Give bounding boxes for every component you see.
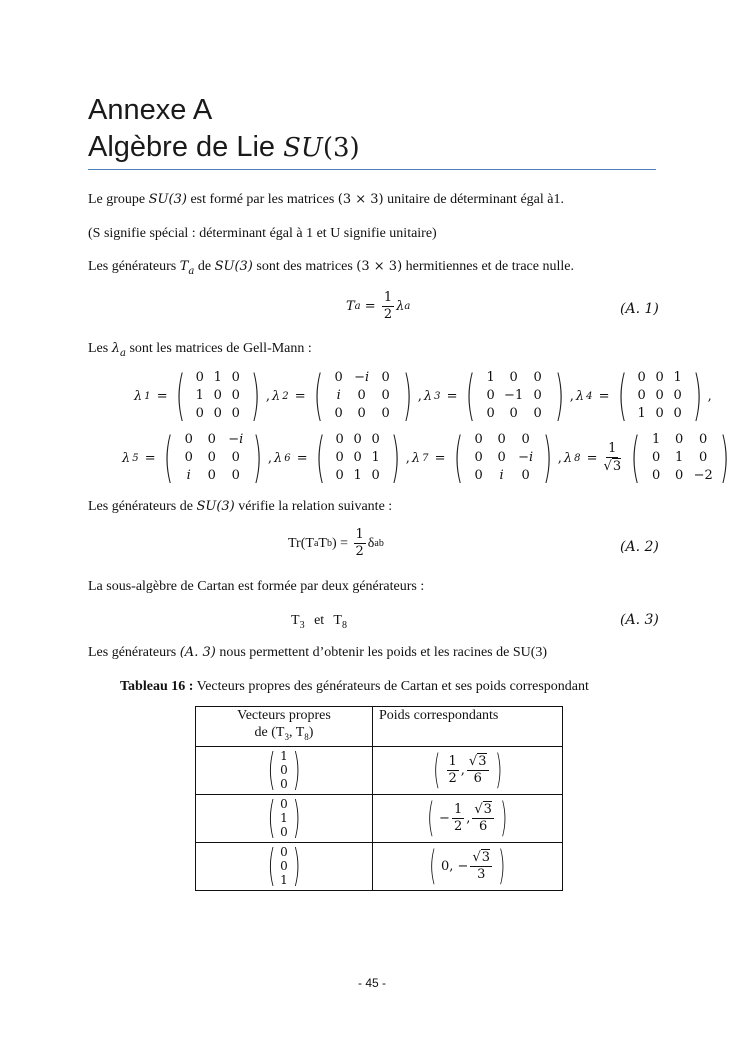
paragraph-5 bbox=[88, 498, 392, 516]
vec-entry: 0 bbox=[280, 859, 288, 874]
matrix-entry: 0 bbox=[184, 432, 193, 447]
math-su3: SU(3) bbox=[196, 499, 235, 514]
matrix-entry: 0 bbox=[497, 450, 506, 465]
matrix-entry: 0 bbox=[474, 450, 483, 465]
caption-label: Tableau 16 : bbox=[120, 679, 194, 694]
matrix-entry: 0 bbox=[381, 406, 390, 421]
math-ref: (A. 3) bbox=[179, 645, 216, 660]
separator: , bbox=[265, 388, 270, 404]
vec-entry: 0 bbox=[280, 845, 288, 860]
matrix-entry: 0 bbox=[521, 432, 530, 447]
equation-a2 bbox=[288, 527, 384, 560]
root-arg: 3 bbox=[478, 754, 487, 770]
matrix-entry: 0 bbox=[652, 468, 661, 483]
right-paren: ) bbox=[500, 795, 508, 842]
matrix-entry: 0 bbox=[673, 388, 682, 403]
eq-sub: 3 bbox=[299, 619, 305, 631]
matrix-entry: 0 bbox=[371, 468, 380, 483]
matrix-entry: 1 bbox=[675, 450, 684, 465]
matrix-entry: 1 bbox=[371, 450, 380, 465]
text: de bbox=[194, 259, 215, 274]
matrix-entry: 0 bbox=[699, 450, 708, 465]
title-rule bbox=[88, 169, 656, 170]
matrix-entry: 1 bbox=[353, 468, 362, 483]
text: , T bbox=[288, 725, 305, 740]
math-dim: (3 × 3) bbox=[337, 192, 384, 207]
page-number: - 45 - bbox=[357, 976, 386, 990]
denominator bbox=[602, 458, 624, 475]
weight-cell bbox=[373, 746, 563, 794]
header-weights: Poids correspondants bbox=[373, 707, 563, 747]
gellmann-row-2 bbox=[120, 426, 735, 489]
eq-sub: a bbox=[404, 301, 411, 312]
left-paren: ( bbox=[453, 426, 463, 489]
matrix-entry: 0 bbox=[371, 432, 380, 447]
paragraph-1 bbox=[88, 191, 564, 209]
fraction bbox=[447, 754, 459, 787]
eq-sub: 8 bbox=[341, 619, 347, 631]
matrix-entry: 0 bbox=[231, 468, 240, 483]
text: Les générateurs bbox=[88, 645, 180, 660]
denominator: 3 bbox=[477, 867, 486, 883]
equation-number-a1: (A. 1) bbox=[620, 301, 659, 317]
equals-sign: = bbox=[442, 388, 458, 404]
gellmann-matrix bbox=[574, 364, 712, 427]
text: de (T bbox=[254, 725, 285, 740]
matrix-entry: 0 bbox=[486, 388, 495, 403]
eq-et: et bbox=[314, 613, 325, 628]
sub: 8 bbox=[304, 731, 309, 742]
matrix-grid bbox=[646, 432, 714, 484]
paragraph-4 bbox=[88, 340, 312, 363]
right-paren: ) bbox=[390, 426, 400, 489]
math-sub: a bbox=[119, 347, 126, 359]
math-sub: a bbox=[188, 265, 195, 277]
equals-sign: = bbox=[430, 450, 446, 466]
left-paren: ( bbox=[267, 792, 276, 844]
fraction bbox=[452, 802, 464, 835]
text: hermitiennes et de trace nulle. bbox=[402, 259, 574, 274]
column-vector bbox=[280, 749, 288, 791]
fraction: $\frac{√3}{6}$ bbox=[468, 754, 487, 787]
left-paren: ( bbox=[429, 843, 437, 890]
matrix-entry: 0 bbox=[231, 406, 240, 421]
gellmann-matrix bbox=[132, 364, 270, 427]
matrix-label-sub: 6 bbox=[284, 452, 291, 464]
right-paren: ) bbox=[292, 792, 301, 844]
matrix-entry: 0 bbox=[231, 450, 240, 465]
separator: , bbox=[405, 450, 410, 466]
matrix-label: λ bbox=[134, 388, 143, 404]
right-paren: ) bbox=[554, 364, 564, 427]
matrix-entry: 0 bbox=[652, 450, 661, 465]
equals-sign: = bbox=[290, 388, 306, 404]
matrix-entry: 0 bbox=[353, 450, 362, 465]
table-header-row bbox=[196, 707, 563, 747]
separator: , bbox=[707, 388, 712, 404]
numerator: 1 bbox=[448, 753, 457, 769]
equals-sign: = bbox=[582, 450, 598, 466]
equation-number-a2: (A. 2) bbox=[620, 539, 659, 555]
matrix-entry: 0 bbox=[184, 450, 193, 465]
matrix-entry: 0 bbox=[334, 370, 343, 385]
eq-sub: ab bbox=[374, 538, 384, 549]
matrix-entry: 0 bbox=[231, 370, 240, 385]
matrix-entry: 0 bbox=[497, 432, 506, 447]
gellmann-row-1 bbox=[132, 364, 712, 427]
separator: , bbox=[460, 762, 465, 778]
text: Les générateurs de bbox=[88, 499, 197, 514]
matrix-entry: 0 bbox=[655, 388, 664, 403]
left-paren: ( bbox=[427, 795, 435, 842]
vec-entry: 1 bbox=[280, 749, 288, 764]
vector-cell bbox=[196, 794, 373, 842]
math-su3: SU(3) bbox=[214, 259, 253, 274]
equation-a3 bbox=[291, 612, 347, 635]
matrix-entry: 0 bbox=[335, 450, 344, 465]
matrix-label-sub: 5 bbox=[132, 452, 139, 464]
header-line: Vecteurs propres bbox=[237, 708, 331, 723]
matrix-entry: 0 bbox=[655, 406, 664, 421]
matrix-entry: 0 bbox=[213, 406, 222, 421]
text: Les générateurs bbox=[88, 259, 180, 274]
denominator: 6 bbox=[473, 771, 482, 787]
denominator: 2 bbox=[355, 544, 364, 559]
numerator: 1 bbox=[608, 441, 617, 456]
paragraph-7 bbox=[88, 644, 547, 662]
fraction bbox=[382, 290, 394, 323]
separator: , bbox=[569, 388, 574, 404]
weight-cell bbox=[373, 794, 563, 842]
eq-rhs: λ bbox=[396, 299, 405, 314]
fraction: $\frac{√3}{6}$ bbox=[474, 802, 492, 835]
vec-entry: 0 bbox=[280, 797, 288, 812]
matrix-entry: 0 bbox=[357, 388, 366, 403]
equals-sign: = bbox=[594, 388, 610, 404]
denominator: 2 bbox=[453, 818, 463, 834]
matrix-grid bbox=[329, 370, 397, 422]
sub: 3 bbox=[284, 731, 289, 742]
gellmann-matrix bbox=[410, 426, 562, 489]
vec-entry: 1 bbox=[280, 873, 288, 888]
matrix-entry: −2 bbox=[693, 468, 713, 483]
denominator: 2 bbox=[383, 307, 393, 322]
matrix-entry: 1 bbox=[637, 406, 646, 421]
matrix-entry: 0 bbox=[207, 432, 216, 447]
root-arg: 3 bbox=[481, 850, 491, 866]
text: Le groupe bbox=[88, 192, 149, 207]
matrix-entry: 0 bbox=[231, 388, 240, 403]
eq-lhs: T bbox=[346, 299, 355, 314]
header-vectors bbox=[196, 707, 373, 747]
paragraph-2: (S signifie spécial : déterminant égal à 1 et U signifie unitaire) bbox=[88, 226, 437, 241]
annex-heading: Annexe A bbox=[88, 94, 213, 126]
matrix-grid bbox=[191, 370, 245, 422]
numerator: 1 bbox=[453, 801, 463, 817]
equation-a1 bbox=[346, 290, 410, 323]
eq-mid: T bbox=[318, 535, 327, 551]
left-paren: ( bbox=[267, 744, 276, 796]
first-component: 0 bbox=[440, 858, 450, 874]
matrix-label: λ bbox=[411, 450, 421, 466]
gellmann-matrix bbox=[270, 364, 422, 427]
gellmann-matrix bbox=[562, 426, 735, 489]
matrix-grid bbox=[469, 432, 537, 484]
fraction bbox=[354, 527, 366, 560]
matrix-label-sub: 8 bbox=[574, 452, 581, 464]
right-paren: ) bbox=[494, 747, 502, 794]
vec-entry: 0 bbox=[280, 777, 288, 792]
right-paren: ) bbox=[719, 426, 730, 489]
gellmann-matrix bbox=[120, 426, 272, 489]
right-paren: ) bbox=[292, 744, 301, 796]
matrix-entry: 0 bbox=[353, 432, 362, 447]
right-paren: ) bbox=[402, 364, 412, 427]
text: vérifie la relation suivante : bbox=[234, 499, 393, 514]
matrix-entry: 0 bbox=[509, 370, 518, 385]
matrix-label-sub: 2 bbox=[282, 390, 289, 402]
matrix-entry: 0 bbox=[357, 406, 366, 421]
right-paren: ) bbox=[250, 364, 261, 427]
chapter-title bbox=[88, 130, 360, 165]
eq-T3: T bbox=[291, 613, 300, 628]
matrix-entry: 0 bbox=[474, 468, 483, 483]
eq-sign: ) = bbox=[331, 535, 352, 551]
gellmann-matrix bbox=[272, 426, 410, 489]
eq-lhs: Tr(T bbox=[288, 535, 314, 551]
prefactor bbox=[602, 441, 624, 475]
matrix-entry: 0 bbox=[509, 406, 518, 421]
column-vector bbox=[280, 797, 288, 839]
right-paren: ) bbox=[542, 426, 552, 489]
text: Les bbox=[88, 341, 112, 356]
matrix-label-sub: 4 bbox=[586, 390, 593, 402]
matrix-entry: −i bbox=[354, 370, 370, 385]
matrix-entry: 1 bbox=[195, 388, 204, 403]
matrix-entry: 0 bbox=[207, 468, 216, 483]
matrix-entry: 0 bbox=[335, 432, 344, 447]
left-paren: ( bbox=[630, 426, 641, 489]
matrix-entry: 0 bbox=[533, 370, 542, 385]
column-vector bbox=[280, 845, 288, 887]
sqrt-sign: √ bbox=[603, 459, 612, 474]
separator: , bbox=[417, 388, 422, 404]
eq-sub: a bbox=[313, 538, 319, 549]
numerator: 1 bbox=[355, 527, 364, 542]
left-paren: ( bbox=[313, 364, 323, 427]
denominator: 6 bbox=[479, 819, 488, 835]
left-paren: ( bbox=[433, 747, 441, 794]
matrix-entry: 0 bbox=[213, 388, 222, 403]
matrix-label: λ bbox=[423, 388, 433, 404]
text: sont les matrices de Gell-Mann : bbox=[125, 341, 312, 356]
title-prefix: Algèbre de Lie bbox=[88, 131, 284, 163]
equals-sign: = bbox=[140, 450, 156, 466]
text: nous permettent d’obtenir les poids et les racines de SU(3) bbox=[215, 645, 548, 660]
paragraph-6: La sous-algèbre de Cartan est formée par deux générateurs : bbox=[88, 579, 425, 594]
vec-entry: 0 bbox=[280, 825, 288, 840]
matrix-entry: 0 bbox=[334, 406, 343, 421]
matrix-entry: 1 bbox=[486, 370, 495, 385]
equals-sign: = bbox=[152, 388, 168, 404]
matrix-entry: 0 bbox=[335, 468, 344, 483]
matrix-label: λ bbox=[273, 450, 283, 466]
eq-T8: T bbox=[333, 613, 342, 628]
matrix-entry: 1 bbox=[213, 370, 222, 385]
matrix-entry: i bbox=[499, 468, 504, 483]
text: ) bbox=[308, 725, 314, 740]
right-paren: ) bbox=[292, 840, 301, 892]
matrix-entry: 0 bbox=[207, 450, 216, 465]
table-caption bbox=[120, 678, 589, 696]
separator: , bbox=[267, 450, 272, 466]
eq-sub: b bbox=[326, 538, 332, 549]
matrix-entry: −1 bbox=[504, 388, 524, 403]
matrix-label-sub: 7 bbox=[422, 452, 429, 464]
left-paren: ( bbox=[617, 364, 627, 427]
left-paren: ( bbox=[267, 840, 276, 892]
sign: − bbox=[439, 810, 450, 826]
matrix-entry: i bbox=[336, 388, 341, 403]
left-paren: ( bbox=[465, 364, 475, 427]
math-T: T bbox=[179, 259, 189, 274]
eq-sign: = bbox=[360, 299, 380, 314]
denominator: 2 bbox=[448, 770, 457, 786]
paragraph-3 bbox=[88, 258, 574, 281]
matrix-entry: 0 bbox=[381, 370, 390, 385]
matrix-entry: 0 bbox=[673, 406, 682, 421]
matrix-entry: 0 bbox=[675, 432, 684, 447]
matrix-entry: 0 bbox=[474, 432, 483, 447]
matrix-entry: 0 bbox=[533, 406, 542, 421]
text: unitaire de déterminant égal à1. bbox=[383, 192, 564, 207]
matrix-grid bbox=[179, 432, 247, 484]
eq-sub: a bbox=[354, 301, 361, 312]
matrix-label: λ bbox=[563, 450, 573, 466]
separator: , bbox=[557, 450, 562, 466]
numerator: 1 bbox=[383, 290, 393, 305]
table-row bbox=[196, 794, 563, 842]
right-paren: ) bbox=[692, 364, 702, 427]
vector-cell bbox=[196, 842, 373, 890]
matrix-entry: 0 bbox=[533, 388, 542, 403]
matrix-entry: i bbox=[186, 468, 191, 483]
equation-number-a3: (A. 3) bbox=[620, 612, 659, 628]
right-paren: ) bbox=[498, 843, 506, 890]
table-row bbox=[196, 842, 563, 890]
vector-cell bbox=[196, 746, 373, 794]
matrix-entry: 0 bbox=[655, 370, 664, 385]
matrix-entry: 0 bbox=[381, 388, 390, 403]
vec-entry: 1 bbox=[280, 811, 288, 826]
table-row bbox=[196, 746, 563, 794]
matrix-entry: 0 bbox=[637, 388, 646, 403]
math-dim: (3 × 3) bbox=[356, 259, 403, 274]
matrix-entry: 0 bbox=[675, 468, 684, 483]
matrix-entry: 0 bbox=[699, 432, 708, 447]
header-line bbox=[196, 724, 372, 746]
matrix-label: λ bbox=[271, 388, 281, 404]
eq-rhs: δ bbox=[367, 535, 375, 551]
math-lambda: λ bbox=[111, 341, 120, 356]
root-arg: 3 bbox=[612, 459, 622, 474]
matrix-entry: 0 bbox=[195, 370, 204, 385]
left-paren: ( bbox=[175, 364, 185, 427]
matrix-entry: −i bbox=[518, 450, 534, 465]
text: est formé par les matrices bbox=[186, 192, 338, 207]
gellmann-matrix bbox=[422, 364, 574, 427]
title-group: SU bbox=[283, 133, 323, 163]
matrix-label-sub: 3 bbox=[434, 390, 441, 402]
title-suffix: (3) bbox=[322, 133, 360, 163]
separator: , bbox=[466, 810, 471, 826]
eigenvector-table bbox=[195, 706, 563, 891]
separator: , − bbox=[449, 858, 469, 874]
matrix-entry: 1 bbox=[652, 432, 661, 447]
left-paren: ( bbox=[163, 426, 173, 489]
matrix-entry: 0 bbox=[637, 370, 646, 385]
weight-cell bbox=[373, 842, 563, 890]
matrix-entry: −i bbox=[228, 432, 244, 447]
matrix-label: λ bbox=[575, 388, 585, 404]
vec-entry: 0 bbox=[280, 763, 288, 778]
matrix-entry: 0 bbox=[195, 406, 204, 421]
matrix-grid bbox=[633, 370, 687, 422]
matrix-entry: 0 bbox=[486, 406, 495, 421]
left-paren: ( bbox=[315, 426, 325, 489]
matrix-label: λ bbox=[122, 450, 131, 466]
matrix-label-sub: 1 bbox=[144, 390, 151, 402]
math-su3: SU(3) bbox=[148, 192, 187, 207]
matrix-grid bbox=[481, 370, 549, 422]
matrix-entry: 0 bbox=[521, 468, 530, 483]
root-arg: 3 bbox=[483, 802, 492, 818]
matrix-grid bbox=[331, 432, 385, 484]
equals-sign: = bbox=[292, 450, 308, 466]
caption-text: Vecteurs propres des générateurs de Cartan et ses poids correspondant bbox=[193, 679, 589, 694]
fraction: $\frac{√3}{3}$ bbox=[472, 850, 491, 883]
right-paren: ) bbox=[252, 426, 263, 489]
matrix-entry: 1 bbox=[673, 370, 682, 385]
text: sont des matrices bbox=[252, 259, 357, 274]
